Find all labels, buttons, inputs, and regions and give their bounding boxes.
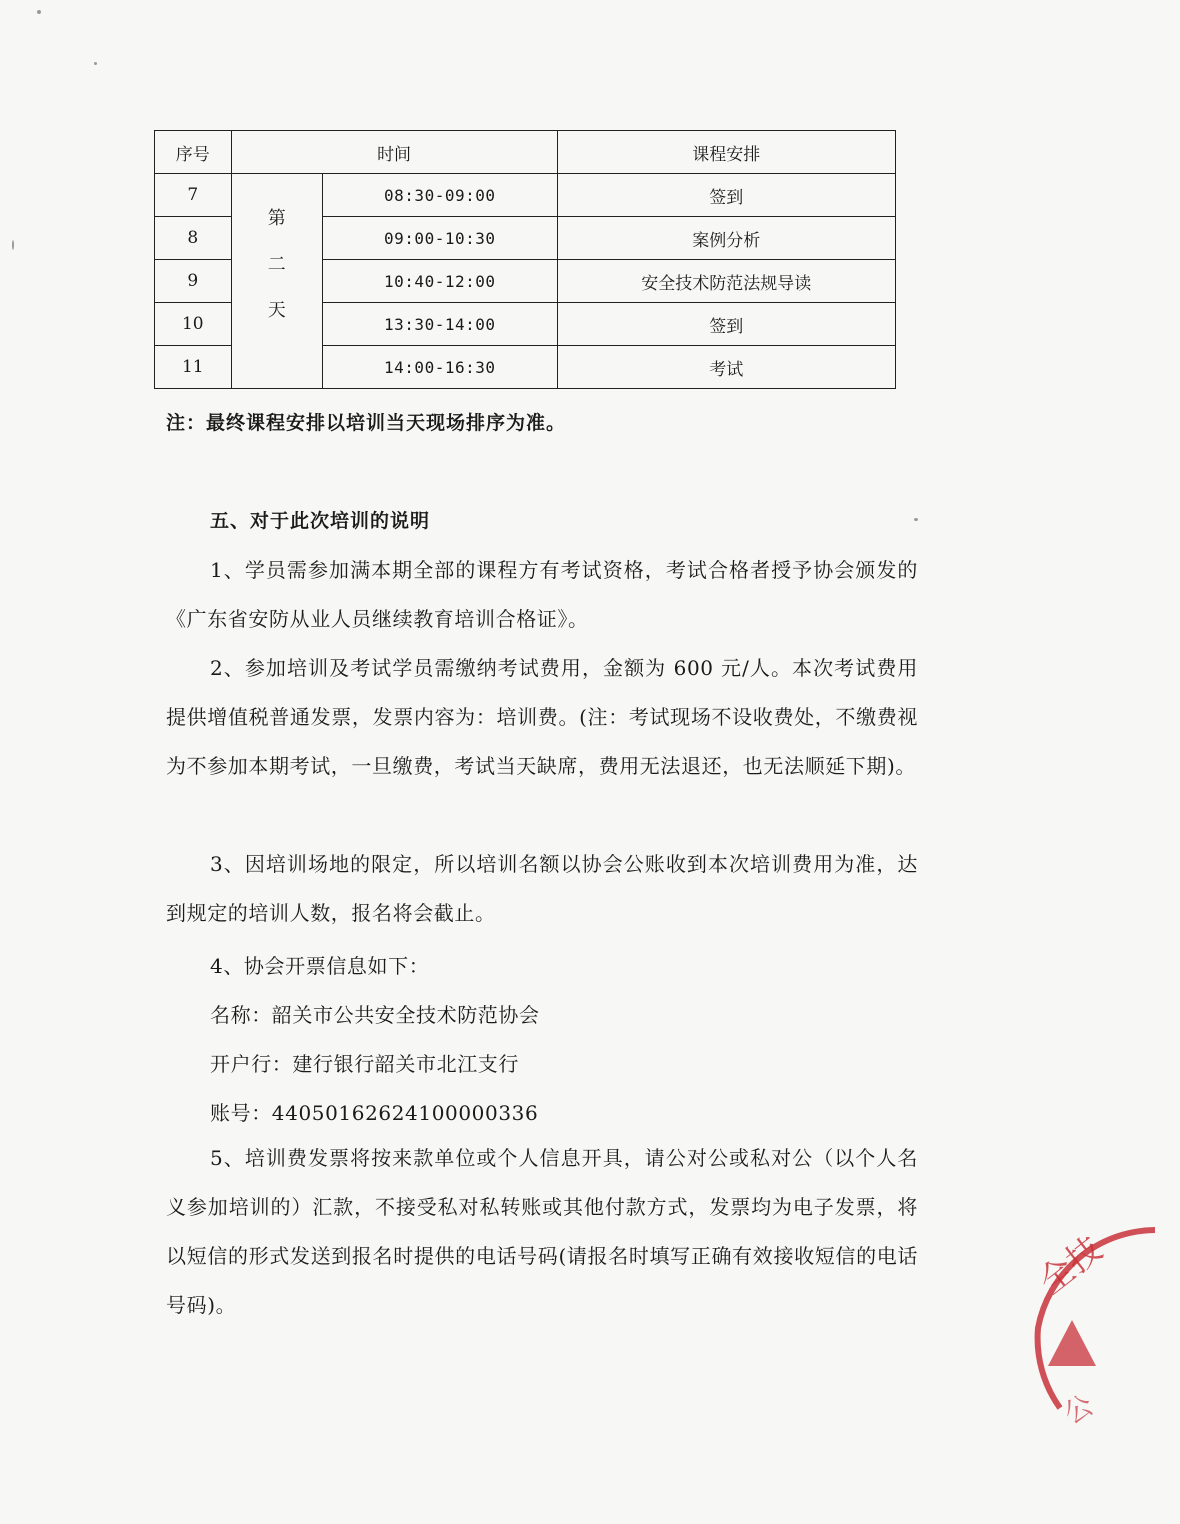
header-course: 课程安排 bbox=[557, 131, 895, 174]
course-cell: 考试 bbox=[557, 346, 895, 389]
seq-cell: 8 bbox=[155, 217, 232, 260]
header-seq: 序号 bbox=[155, 131, 232, 174]
seq-cell: 10 bbox=[155, 303, 232, 346]
table-row bbox=[155, 174, 896, 217]
svg-text:公: 公 bbox=[1058, 1388, 1099, 1431]
course-cell: 签到 bbox=[557, 303, 895, 346]
course-cell: 签到 bbox=[557, 174, 895, 217]
seq-cell: 11 bbox=[155, 346, 232, 389]
section-title: 五、对于此次培训的说明 bbox=[210, 510, 431, 532]
scan-speck bbox=[12, 240, 14, 250]
schedule-table bbox=[154, 130, 896, 389]
header-time: 时间 bbox=[231, 131, 557, 174]
seq-cell: 7 bbox=[155, 174, 232, 217]
paragraph-item-1 bbox=[166, 546, 918, 644]
seq-cell: 9 bbox=[155, 260, 232, 303]
seal-star bbox=[1048, 1320, 1096, 1366]
day-cell bbox=[231, 174, 322, 389]
paragraph-text: 3、因培训场地的限定，所以培训名额以协会公账收到本次培训费用为准，达到规定的培训人数，报名将会截止。 bbox=[166, 852, 918, 925]
time-cell: 08:30-09:00 bbox=[322, 174, 557, 217]
scan-speck bbox=[94, 62, 97, 65]
paragraph-item-2 bbox=[166, 644, 918, 791]
day-char: 第 bbox=[267, 208, 286, 229]
table-header-row bbox=[155, 131, 896, 174]
paragraph-item-5 bbox=[166, 1134, 918, 1330]
invoice-bank: 开户行：建行银行韶关市北江支行 bbox=[210, 1052, 519, 1076]
scan-speck bbox=[914, 518, 918, 521]
scan-speck bbox=[37, 10, 41, 14]
paragraph-text: 5、培训费发票将按来款单位或个人信息开具，请公对公或私对公（以个人名义参加培训的）汇款，不接受私对私转账或其他付款方式，发票均为电子发票，将以短信的形式发送到报名时提供的电话号码(请报名时填写正确有效接收短信的电话号码)。 bbox=[166, 1146, 918, 1317]
time-cell: 13:30-14:00 bbox=[322, 303, 557, 346]
course-cell: 安全技术防范法规导读 bbox=[557, 260, 895, 303]
paragraph-item-3 bbox=[166, 840, 918, 938]
svg-text:全技: 全技 bbox=[1031, 1229, 1110, 1303]
time-cell: 09:00-10:30 bbox=[322, 217, 557, 260]
paragraph-text: 2、参加培训及考试学员需缴纳考试费用，金额为 600 元/人。本次考试费用提供增值税普通发票，发票内容为：培训费。(注：考试现场不设收费处，不缴费视为不参加本期考试，一旦缴费，考试当天缺席，费用无法退还，也无法顺延下期)。 bbox=[166, 656, 918, 778]
schedule-note: 注：最终课程安排以培训当天现场排序为准。 bbox=[166, 412, 567, 434]
official-seal bbox=[1020, 1218, 1180, 1431]
day-char: 二 bbox=[267, 254, 286, 275]
paragraph-text: 1、学员需参加满本期全部的课程方有考试资格，考试合格者授予协会颁发的《广东省安防从业人员继续教育培训合格证》。 bbox=[166, 558, 918, 631]
course-cell: 案例分析 bbox=[557, 217, 895, 260]
time-cell: 14:00-16:30 bbox=[322, 346, 557, 389]
invoice-account: 账号：44050162624100000336 bbox=[210, 1101, 539, 1125]
time-cell: 10:40-12:00 bbox=[322, 260, 557, 303]
day-char: 天 bbox=[267, 300, 286, 321]
invoice-name: 名称：韶关市公共安全技术防范协会 bbox=[210, 1003, 540, 1027]
paragraph-item-4: 4、协会开票信息如下： bbox=[210, 954, 430, 978]
